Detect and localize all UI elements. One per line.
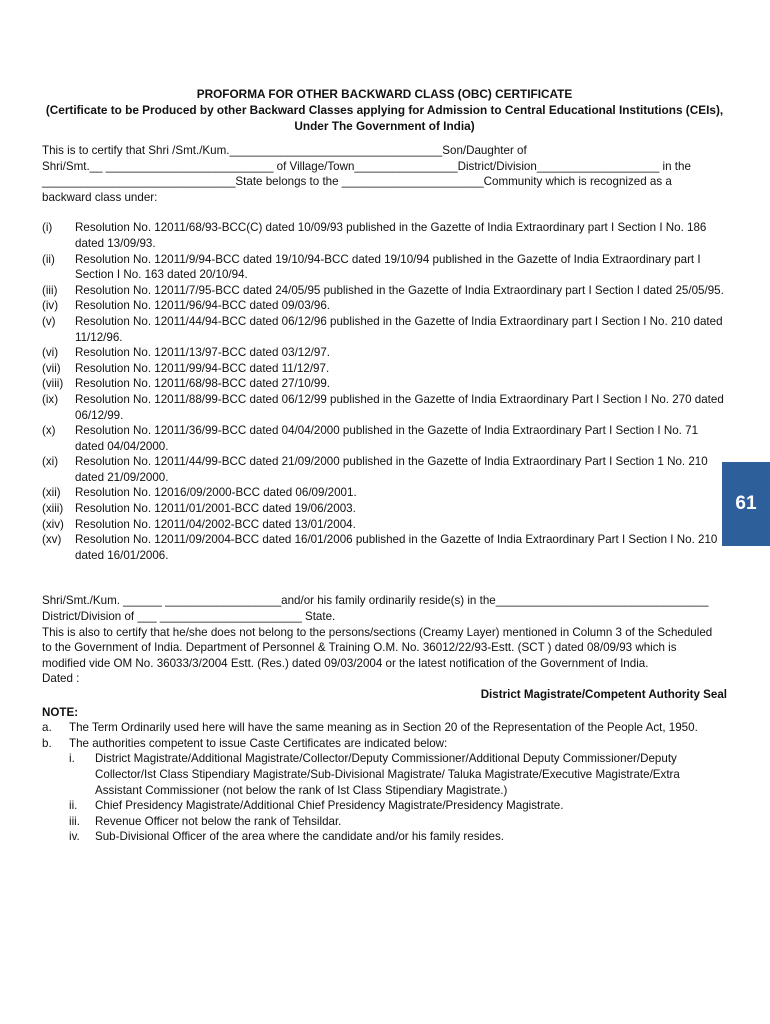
page-number-tab: 61 bbox=[722, 462, 770, 546]
note-item-b bbox=[42, 736, 727, 752]
resolution-text: Resolution No. 12011/44/94-BCC dated 06/12/96 published in the Gazette of India Extraordinary part I Section I No. 210 dated 11/12/96. bbox=[75, 314, 723, 344]
resolution-text: Resolution No. 12011/99/94-BCC dated 11/12/97. bbox=[75, 361, 330, 375]
resolution-item bbox=[42, 361, 727, 377]
resolution-item bbox=[42, 423, 727, 454]
resolution-item bbox=[42, 314, 727, 345]
residence-line-5: modified vide OM No. 36033/3/2004 Estt. (Res.) dated 09/03/2004 or the latest notification of the Government of India. bbox=[42, 656, 649, 670]
resolution-item bbox=[42, 517, 727, 533]
resolution-item bbox=[42, 298, 727, 314]
resolution-item bbox=[42, 376, 727, 392]
resolution-number: (xii) bbox=[42, 486, 61, 500]
authority-label: iv. bbox=[69, 830, 80, 844]
resolution-number: (x) bbox=[42, 424, 56, 438]
authority-item bbox=[69, 798, 727, 814]
resolution-number: (ii) bbox=[42, 252, 55, 266]
authority-seal-label: District Magistrate/Competent Authority Seal bbox=[480, 688, 727, 701]
note-text: The authorities competent to issue Caste Certificates are indicated below: bbox=[69, 736, 448, 750]
authority-label: iii. bbox=[69, 814, 80, 828]
resolution-text: Resolution No. 12011/44/99-BCC dated 21/09/2000 published in the Gazette of India Extraordinary Part I Section 1 No. 210 dated 21/09/2000. bbox=[75, 455, 708, 484]
resolution-item bbox=[42, 532, 727, 563]
resolution-text: Resolution No. 12011/88/99-BCC dated 06/12/99 published in the Gazette of India Extraordinary Part I Section I No. 270 dated 06/12/99. bbox=[75, 392, 724, 422]
authority-item bbox=[69, 751, 727, 798]
resolution-item bbox=[42, 345, 727, 361]
resolution-number: (viii) bbox=[42, 377, 64, 391]
resolution-number: (iii) bbox=[42, 283, 58, 297]
resolution-item bbox=[42, 454, 727, 485]
resolution-text: Resolution No. 12011/9/94-BCC dated 19/10/94-BCC dated 19/10/94 published in the Gazette of India Extraordinary part I Section I No. 163 dated 20/10/94. bbox=[75, 252, 701, 282]
intro-line-3: ______________________________State belongs to the ______________________Community which is recognized as a bbox=[42, 175, 672, 189]
resolution-text: Resolution No. 12011/13/97-BCC dated 03/12/97. bbox=[75, 346, 331, 360]
resolution-text: Resolution No. 12011/96/94-BCC dated 09/03/96. bbox=[75, 299, 331, 313]
authority-label: i. bbox=[69, 752, 75, 766]
authority-text: Revenue Officer not below the rank of Tehsildar. bbox=[95, 814, 342, 828]
intro-line-2: Shri/Smt.__ __________________________ of Village/Town________________District/Division___________________ in the bbox=[42, 159, 691, 173]
authority-label: ii. bbox=[69, 799, 78, 813]
resolution-text: Resolution No. 12011/7/95-BCC dated 24/05/95 published in the Gazette of India Extraordinary part I Section I dated 25/05/95. bbox=[75, 283, 724, 297]
authority-text: Chief Presidency Magistrate/Additional Chief Presidency Magistrate/Presidency Magistrate. bbox=[95, 799, 564, 813]
resolution-item bbox=[42, 220, 727, 251]
resolution-text: Resolution No. 12011/01/2001-BCC dated 19/06/2003. bbox=[75, 502, 356, 516]
resolution-text: Resolution No. 12011/68/93-BCC(C) dated 10/09/93 published in the Gazette of India Extraordinary part I Section I No. 186 dated 13/09/93. bbox=[75, 221, 707, 250]
resolution-item bbox=[42, 485, 727, 501]
resolution-text: Resolution No. 12011/68/98-BCC dated 27/10/99. bbox=[75, 377, 331, 391]
resolution-number: (iv) bbox=[42, 299, 59, 313]
authority-text: Sub-Divisional Officer of the area where the candidate and/or his family resides. bbox=[95, 830, 504, 844]
resolution-text: Resolution No. 12011/09/2004-BCC dated 16/01/2006 published in the Gazette of India Extraordinary Part I Section I No. 210 dated 16/01/2006. bbox=[75, 533, 718, 562]
title-line-1: PROFORMA FOR OTHER BACKWARD CLASS (OBC) CERTIFICATE bbox=[196, 87, 573, 101]
residence-line-3: This is also to certify that he/she does not belong to the persons/sections (Creamy Layer) mentioned in Column 3 of the Scheduled bbox=[42, 625, 713, 639]
resolution-text: Resolution No. 12011/36/99-BCC dated 04/04/2000 published in the Gazette of India Extraordinary Part I Section I No. 71 dated 04/04/2000. bbox=[75, 424, 699, 453]
resolution-item bbox=[42, 252, 727, 283]
resolution-list bbox=[42, 220, 727, 563]
authority-text: District Magistrate/Additional Magistrate/Collector/Deputy Commissioner/Additional Deputy Commissioner/Deputy Collector/Ist Class Stipendiary Magistrate/Sub-Divisional Magistrate/ Taluka Magistrate/Executive Magistrate/Extra Assistant Commissioner (not below the rank of Ist Class Stipendiary Magistrate.) bbox=[95, 752, 680, 797]
resolution-number: (xi) bbox=[42, 455, 59, 469]
dated-label: Dated : bbox=[42, 672, 80, 686]
resolution-item bbox=[42, 501, 727, 517]
authority-item bbox=[69, 814, 727, 830]
certificate-document bbox=[42, 86, 727, 845]
note-label: a. bbox=[42, 721, 52, 735]
intro-line-4: backward class under: bbox=[42, 190, 158, 204]
residence-line-1: Shri/Smt./Kum. ______ __________________and/or his family ordinarily reside(s) in the_________________________________ bbox=[42, 594, 709, 608]
resolution-number: (ix) bbox=[42, 392, 59, 406]
resolution-number: (vii) bbox=[42, 361, 61, 375]
note-text: The Term Ordinarily used here will have the same meaning as in Section 20 of the Representation of the People Act, 1950. bbox=[69, 721, 698, 735]
resolution-number: (v) bbox=[42, 314, 56, 328]
intro-line-1: This is to certify that Shri /Smt./Kum._________________________________Son/Daughter of bbox=[42, 144, 527, 157]
residence-line-4: to the Government of India. Department of Personnel & Training O.M. No. 36012/22/93-Estt. (SCT ) dated 08/09/93 which is bbox=[42, 641, 677, 655]
resolution-text: Resolution No. 12011/04/2002-BCC dated 13/01/2004. bbox=[75, 517, 356, 531]
intro-paragraph bbox=[42, 143, 727, 205]
note-item-a bbox=[42, 720, 727, 736]
title-line-3: Under The Government of India) bbox=[294, 119, 475, 133]
residence-paragraph bbox=[42, 593, 727, 687]
note-heading: NOTE: bbox=[42, 705, 79, 719]
resolution-number: (vi) bbox=[42, 346, 59, 360]
note-label: b. bbox=[42, 736, 52, 750]
title-line-2: (Certificate to be Produced by other Backward Classes applying for Admission to Central Educational Institutions (CEIs), bbox=[45, 103, 724, 117]
resolution-text: Resolution No. 12016/09/2000-BCC dated 06/09/2001. bbox=[75, 486, 357, 500]
resolution-item bbox=[42, 283, 727, 299]
resolution-number: (xiv) bbox=[42, 517, 64, 531]
authority-item bbox=[69, 829, 727, 845]
resolution-item bbox=[42, 392, 727, 423]
resolution-number: (xiii) bbox=[42, 502, 64, 516]
residence-line-2: District/Division of ___ ______________________ State. bbox=[42, 610, 336, 624]
document-title bbox=[42, 86, 727, 134]
resolution-number: (xv) bbox=[42, 533, 62, 547]
resolution-number: (i) bbox=[42, 221, 53, 235]
